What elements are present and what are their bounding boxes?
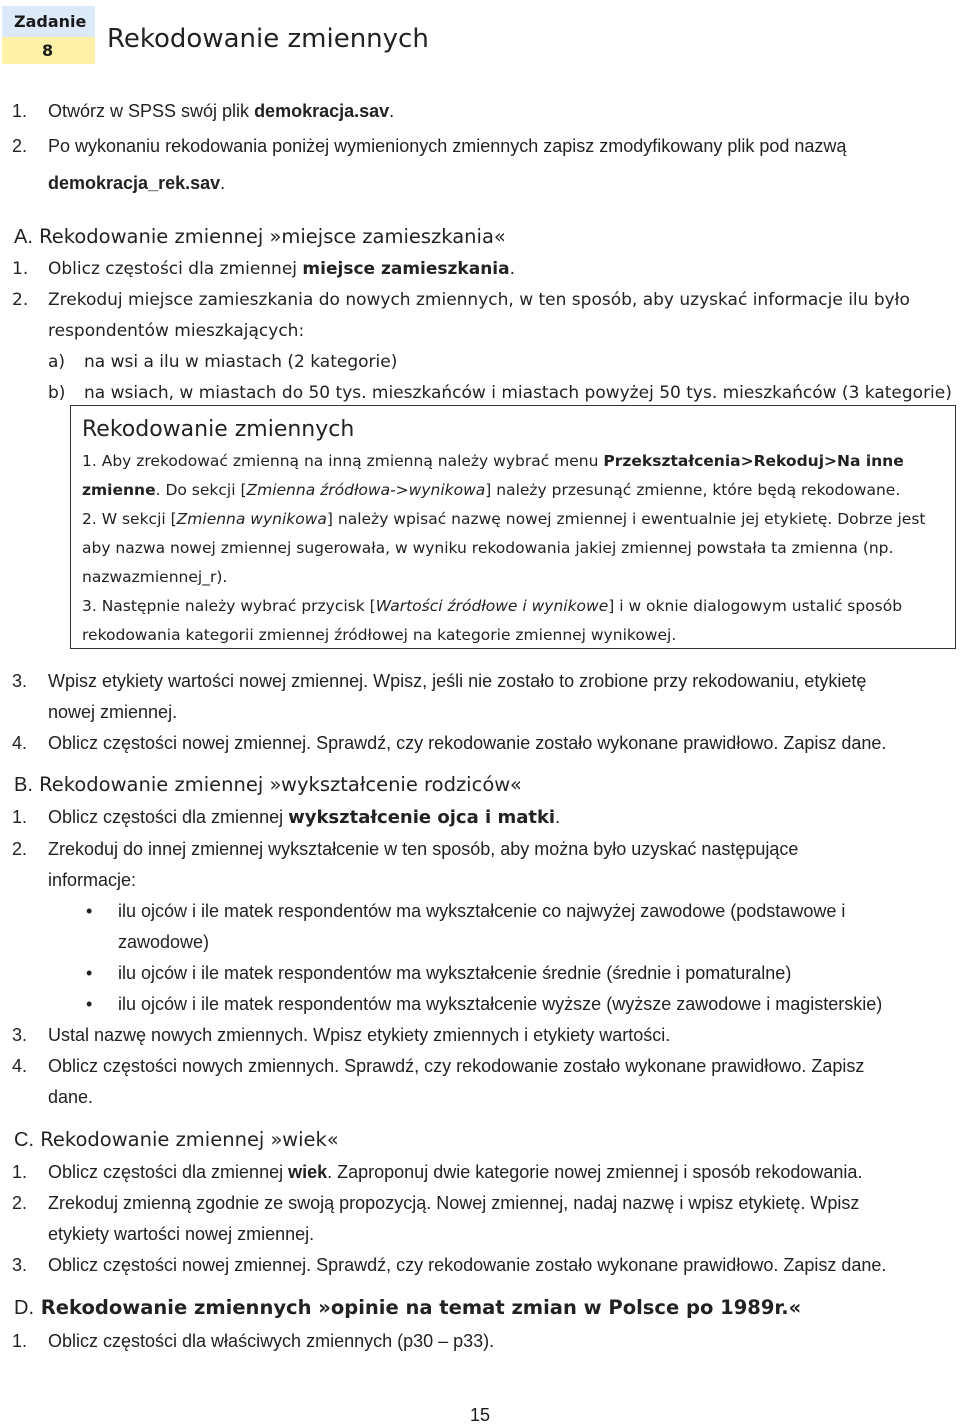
menu-path-end: zmienne	[82, 481, 156, 499]
a2-text-line-1: Zrekoduj miejsce zamieszkania do nowych zmiennych, w ten sposób, aby uzyskać informacje ilu było	[48, 290, 910, 310]
info-box-title: Rekodowanie zmiennych	[82, 417, 355, 442]
list-number: 4.	[12, 1056, 28, 1076]
info-line	[82, 479, 900, 501]
section-letter: A.	[14, 226, 33, 248]
list-number: 1.	[12, 807, 28, 827]
list-number: 1.	[12, 101, 28, 121]
variable-name: wykształcenie ojca i matki	[288, 807, 556, 828]
page-number: 15	[469, 1405, 491, 1425]
bullet-text: zawodowe)	[118, 932, 210, 952]
task-number: 8	[2, 37, 95, 64]
section-ref: Zmienna wynikowa	[176, 510, 327, 528]
bullet-text: ilu ojców i ile matek respondentów ma wykształcenie wyższe (wyższe zawodowe i magisterskie)	[118, 994, 883, 1014]
c2-text-line-2: etykiety wartości nowej zmiennej.	[48, 1224, 315, 1244]
list-number: 3.	[12, 1255, 28, 1275]
c1-text: Oblicz częstości dla zmiennej	[48, 1162, 289, 1182]
a2-text-line-2: respondentów mieszkających:	[48, 321, 305, 341]
list-number: 1.	[12, 259, 29, 279]
list-number: 3.	[12, 1025, 28, 1045]
list-number: 2.	[12, 839, 28, 859]
intro-2-text: Po wykonaniu rekodowania poniżej wymienionych zmiennych zapisz zmodyfikowany plik pod nazwą	[48, 136, 847, 156]
info-line: rekodowania kategorii zmiennej źródłowej na kategorie zmiennej wynikowej.	[82, 626, 677, 644]
section-a-heading	[14, 224, 506, 250]
b3-text: Ustal nazwę nowych zmiennych. Wpisz etykiety zmiennych i etykiety wartości.	[48, 1025, 671, 1045]
list-number: 1.	[12, 1162, 28, 1182]
task-badge	[2, 6, 95, 64]
list-number: 4.	[12, 733, 28, 753]
bullet-icon: •	[86, 901, 93, 921]
b2-text-line-1: Zrekoduj do innej zmiennej wykształcenie w ten sposób, aby można było uzyskać następujące	[48, 839, 799, 859]
section-letter: C.	[14, 1129, 34, 1151]
bullet-text: ilu ojców i ile matek respondentów ma wykształcenie co najwyżej zawodowe (podstawowe i	[118, 901, 846, 921]
bullet-icon: •	[86, 994, 93, 1014]
info-text: . Do sekcji [	[155, 481, 247, 499]
info-line	[82, 508, 925, 530]
section-title: Rekodowanie zmiennej »wykształcenie rodziców«	[32, 773, 522, 796]
info-text: ] i w oknie dialogowym ustalić sposób	[608, 597, 903, 615]
section-c-heading	[14, 1127, 339, 1153]
b4-text-line-1: Oblicz częstości nowych zmiennych. Sprawdź, czy rekodowanie zostało wykonane prawidłowo. Zapisz	[48, 1056, 865, 1076]
list-number: 2.	[12, 136, 28, 156]
section-title: Rekodowanie zmiennych »opinie na temat zmian w Polsce po 1989r.«	[34, 1296, 802, 1319]
page-title: Rekodowanie zmiennych	[107, 24, 429, 54]
list-number: 1.	[12, 1331, 28, 1351]
menu-path: Przekształcenia>Rekoduj>Na inne	[603, 452, 904, 470]
intro-1-text: Otwórz w SPSS swój plik	[48, 101, 255, 121]
list-number: 2.	[12, 1193, 28, 1213]
bullet-icon: •	[86, 963, 93, 983]
variable-name: miejsce zamieszkania	[302, 259, 510, 279]
info-line	[82, 595, 902, 617]
bullet-text: ilu ojców i ile matek respondentów ma wykształcenie średnie (średnie i pomaturalne)	[118, 963, 792, 983]
info-text: ] należy wpisać nazwę nowej zmiennej i ewentualnie jej etykietę. Dobrze jest	[326, 510, 926, 528]
sub-text: na wsi a ilu w miastach (2 kategorie)	[84, 352, 398, 372]
section-title: Rekodowanie zmiennej »miejsce zamieszkania«	[32, 225, 506, 248]
file-name: demokracja.sav	[254, 101, 390, 121]
list-number: 2.	[12, 290, 29, 310]
button-ref: Wartości źródłowe i wynikowe	[375, 597, 609, 615]
sub-label: a)	[48, 352, 66, 372]
a4-text: Oblicz częstości nowej zmiennej. Sprawdź, czy rekodowanie zostało wykonane prawidłowo. Zapisz dane.	[48, 733, 887, 753]
info-text: 3. Następnie należy wybrać przycisk [	[82, 597, 376, 615]
b4-text-line-2: dane.	[48, 1087, 94, 1107]
info-text: 1. Aby zrekodować zmienną na inną zmienną należy wybrać menu	[82, 452, 604, 470]
info-line	[82, 450, 904, 472]
section-b-heading	[14, 772, 522, 798]
a1-text: Oblicz częstości dla zmiennej	[48, 259, 303, 279]
a3-text-line-2: nowej zmiennej.	[48, 702, 178, 722]
b2-text-line-2: informacje:	[48, 870, 137, 890]
c2-text-line-1: Zrekoduj zmienną zgodnie ze swoją propozycją. Nowej zmiennej, nadaj nazwę i wpisz etykietę. Wpisz	[48, 1193, 860, 1213]
info-text: 2. W sekcji [	[82, 510, 177, 528]
variable-name: wiek	[288, 1162, 328, 1182]
section-d-heading	[14, 1295, 801, 1321]
a3-text-line-1: Wpisz etykiety wartości nowej zmiennej. Wpisz, jeśli nie zostało to zrobione przy rekodowaniu, etykietę	[48, 671, 867, 691]
section-letter: B.	[14, 774, 33, 796]
output-file-name: demokracja_rek.sav	[48, 173, 221, 193]
section-ref: Zmienna źródłowa->wynikowa	[246, 481, 486, 499]
c3-text: Oblicz częstości nowej zmiennej. Sprawdź, czy rekodowanie zostało wykonane prawidłowo. Zapisz dane.	[48, 1255, 887, 1275]
info-line: aby nazwa nowej zmiennej sugerowała, w wyniku rekodowania jakiej zmiennej powstała ta zmienna (np.	[82, 539, 894, 557]
c1-text-rest: . Zaproponuj dwie kategorie nowej zmiennej i sposób rekodowania.	[327, 1162, 863, 1182]
b1-text: Oblicz częstości dla zmiennej	[48, 807, 289, 827]
task-label: Zadanie	[2, 6, 95, 37]
info-text: ] należy przesunąć zmienne, które będą rekodowane.	[485, 481, 901, 499]
info-line: nazwazmiennej_r).	[82, 568, 228, 586]
section-title: Rekodowanie zmiennej »wiek«	[34, 1128, 339, 1151]
sub-label: b)	[48, 383, 66, 403]
list-number: 3.	[12, 671, 28, 691]
d1-text: Oblicz częstości dla właściwych zmiennych (p30 – p33).	[48, 1331, 495, 1351]
sub-text: na wsiach, w miastach do 50 tys. mieszkańców i miastach powyżej 50 tys. mieszkańców (3 kategorie)	[84, 383, 952, 403]
section-letter: D.	[14, 1297, 34, 1319]
